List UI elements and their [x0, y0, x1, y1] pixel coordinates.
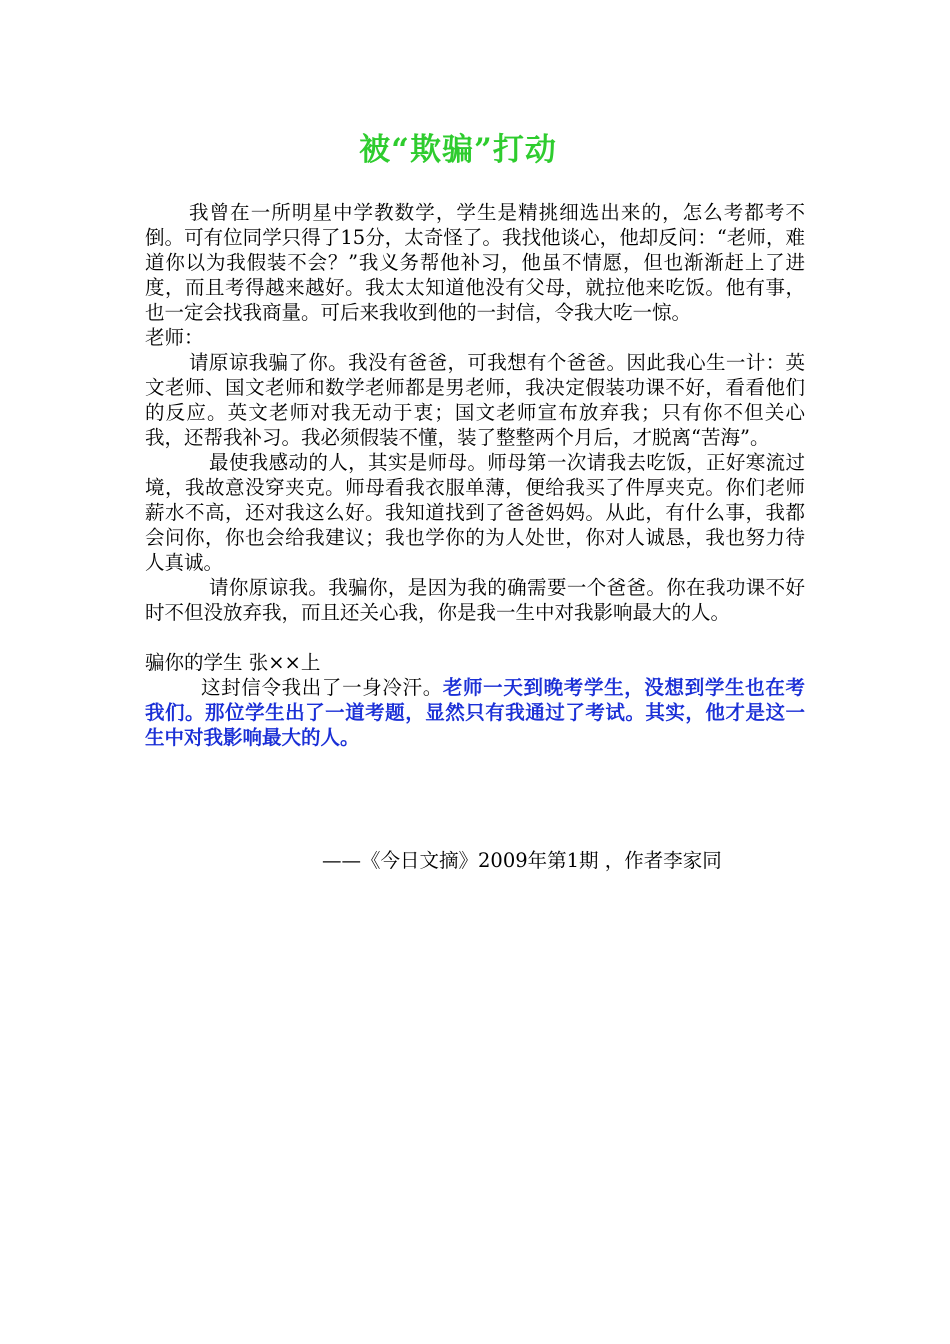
source-attribution: ——《今日文摘》2009年第1期 ，作者李家同: [322, 849, 722, 872]
closing-paragraph: [145, 675, 805, 750]
letter-paragraph-2: 最使我感动的人，其实是师母。师母第一次请我去吃饭，正好寒流过境，我故意没穿夹克。师母看我衣服单薄，便给我买了件厚夹克。你们老师薪水不高，还对我这么好。我知道找到了爸爸妈妈。从此，有什么事，我都会问你，你也会给我建议；我也学你的为人处世，你对人诚恳，我也努力待人真诚。: [145, 451, 805, 574]
letter-paragraph-1: 请原谅我骗了你。我没有爸爸，可我想有个爸爸。因此我心生一计：英文老师、国文老师和数学老师都是男老师，我决定假装功课不好，看看他们的反应。英文老师对我无动于衷；国文老师宣布放弃我；只有你不但关心我，还帮我补习。我必须假装不懂，装了整整两个月后，才脱离“苦海”。: [145, 351, 805, 449]
letter-salutation: 老师：: [145, 326, 204, 349]
closing-emphasis-text: 老师一天到晚考学生，没想到学生也在考我们。那位学生出了一道考题，显然只有我通过了考试。其实，他才是这一生中对我影响最大的人。: [145, 676, 805, 749]
letter-paragraph-3: 请你原谅我。我骗你，是因为我的确需要一个爸爸。你在我功课不好时不但没放弃我，而且还关心我，你是我一生中对我影响最大的人。: [145, 576, 805, 624]
blank-line: [145, 625, 805, 650]
intro-paragraph: 我曾在一所明星中学教数学，学生是精挑细选出来的，怎么考都考不倒。可有位同学只得了15分，太奇怪了。我找他谈心，他却反问：“老师，难道你以为我假装不会？”我义务帮他补习，他虽不情愿，但也渐渐赶上了进度，而且考得越来越好。我太太知道他没有父母，就拉他来吃饭。他有事，也一定会找我商量。可后来我收到他的一封信，令我大吃一惊。: [145, 201, 805, 324]
closing-plain-text: 这封信令我出了一身冷汗。: [201, 676, 443, 699]
letter-signature: 骗你的学生 张××上: [145, 651, 321, 674]
article-body: [145, 200, 805, 750]
article-title: 被“欺骗”打动: [359, 132, 557, 168]
